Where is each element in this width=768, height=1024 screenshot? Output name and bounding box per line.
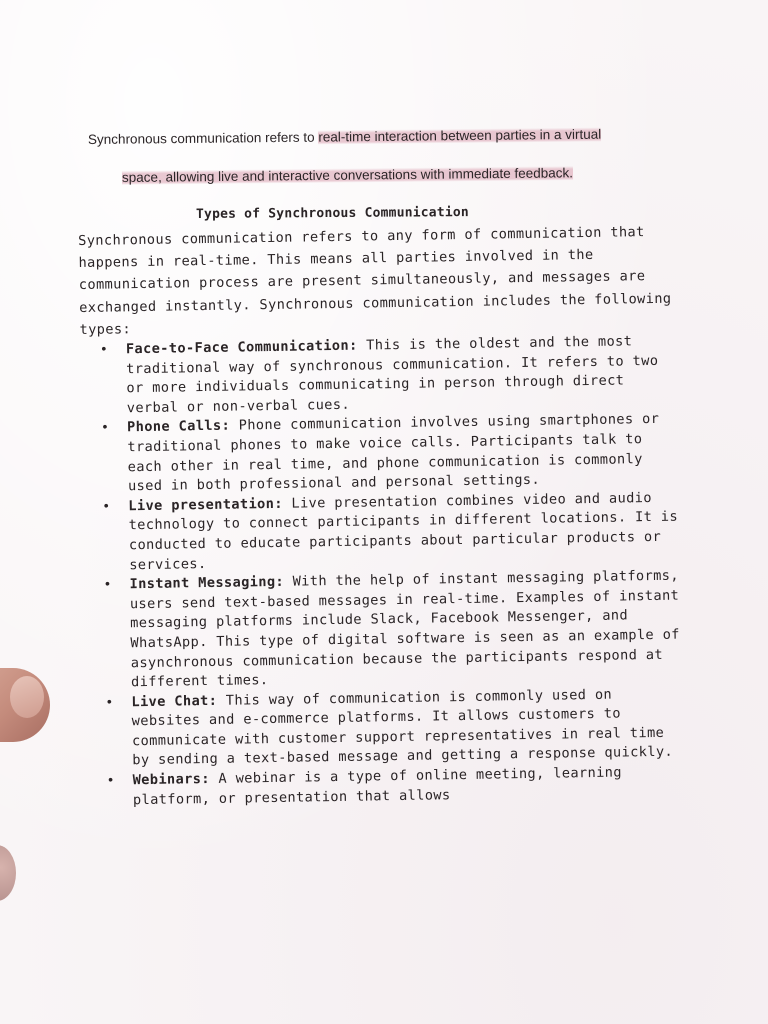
type-description: Phone communication involves using smartphones or traditional phones to make voice calls. Participants talk to each other in real time, and phone communication is commonly used in both professional and personal settings. xyxy=(127,411,660,495)
type-description: Live presentation combines video and audio technology to connect participants in different locations. It is conducted to educate participants about particular products or services. xyxy=(128,489,679,573)
type-description: A webinar is a type of online meeting, learning platform, or presentation that allows xyxy=(132,764,623,808)
body-text xyxy=(78,221,687,812)
list-item xyxy=(80,332,681,420)
type-term: Webinars: xyxy=(132,771,211,789)
bullet-icon: • xyxy=(102,499,111,515)
list-item xyxy=(85,684,686,772)
list-item xyxy=(81,410,682,498)
bullet-icon: • xyxy=(99,342,109,358)
type-description: With the help of instant messaging platforms, users send text-based messages in real-time. Examples of instant messaging platforms include Slack, Facebook Messenger, and WhatsApp. This type of digital software is seen as an example of asynchronous communication because the participants respond at different times. xyxy=(129,567,680,691)
type-description: This way of communication is commonly used on websites and e-commerce platforms. It allows customers to communicate with customer support representatives in real time by sending a text-based message and getting a response quickly. xyxy=(131,686,674,769)
intro-line-1-plain: Synchronous communication refers to xyxy=(87,129,319,147)
intro-line-2-highlight: space, allowing live and interactive conversations with immediate feedback. xyxy=(121,165,574,185)
bullet-icon: • xyxy=(105,695,114,711)
section-heading: Types of Synchronous Communication xyxy=(195,205,469,222)
lead-paragraph: Synchronous communication refers to any form of communication that happens in real-time. This means all parties involved in the communication process are present simultaneously, and messages are exchanged instantly. Synchronous communication includes the following types: xyxy=(78,224,672,338)
type-term: Live presentation: xyxy=(128,495,283,515)
list-item xyxy=(82,488,683,576)
type-term: Face-to-Face Communication: xyxy=(125,337,358,358)
bullet-icon: • xyxy=(106,773,116,789)
type-term: Instant Messaging: xyxy=(129,573,285,593)
type-term: Live Chat: xyxy=(131,692,218,710)
type-term: Phone Calls: xyxy=(126,418,231,436)
bullet-icon: • xyxy=(103,577,112,593)
type-description: This is the oldest and the most traditional way of synchronous communication. It refers to two or more individuals communicating in person through direct verbal or non-verbal cues. xyxy=(126,333,659,417)
bullet-icon: • xyxy=(101,420,110,437)
intro-line-1-highlight: real-time interaction between parties in a virtual xyxy=(318,126,602,145)
types-list xyxy=(80,332,687,812)
list-item xyxy=(83,567,685,694)
